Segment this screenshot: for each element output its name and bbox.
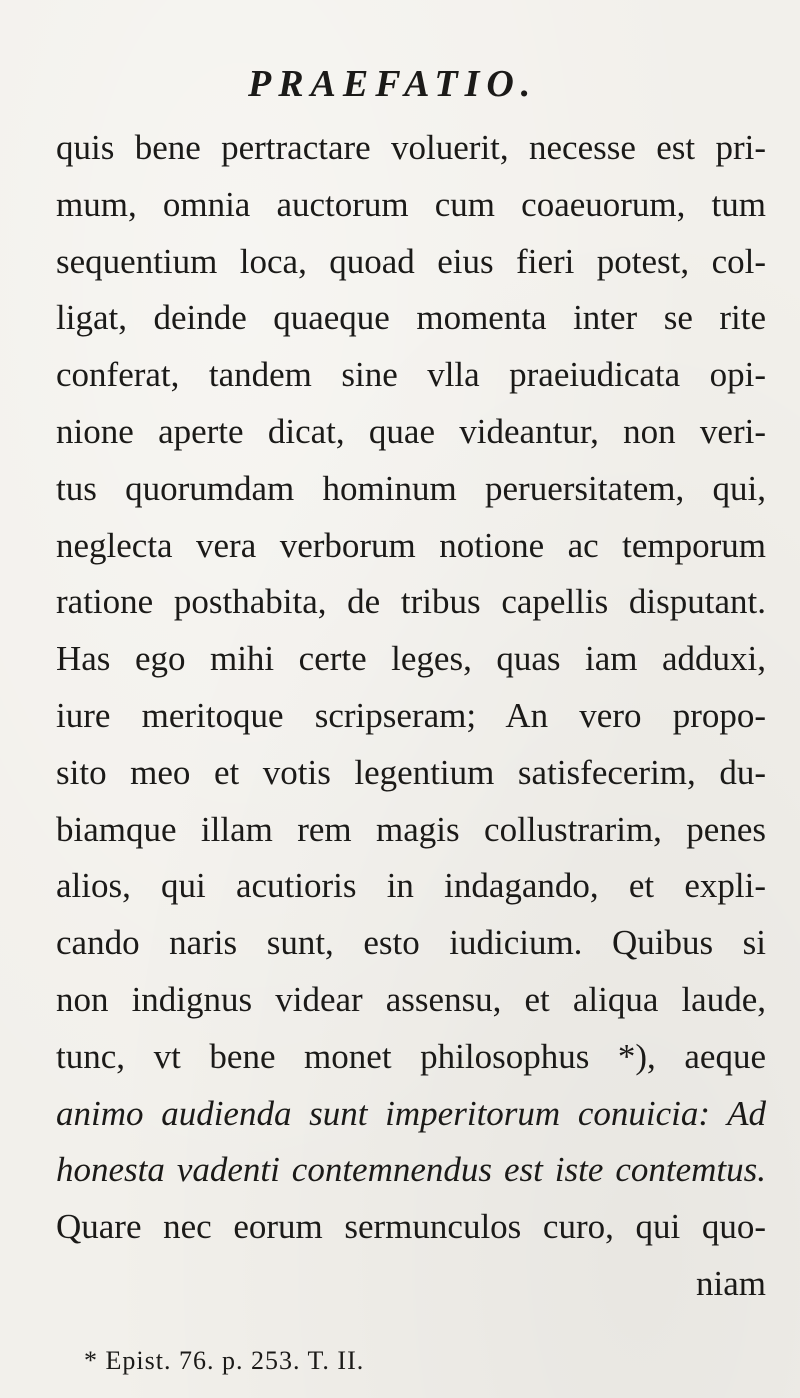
text-line: tunc, vt bene monet philosophus *), aeque [56,1036,766,1076]
text-line-italic: honesta vadenti contemnendus est iste contemtus. [56,1150,766,1190]
text-line: Has ego mihi certe leges, quas iam adduxi, [56,639,766,679]
text-line-italic: animo audienda sunt imperitorum conuicia: Ad [56,1093,766,1133]
footnote: * Epist. 76. p. 253. T. II. [84,1346,365,1375]
text-line: nione aperte dicat, quae videantur, non veri- [56,411,766,451]
text-line: mum, omnia auctorum cum coaeuorum, tum [56,184,766,224]
text-line: sito meo et votis legentium satisfecerim, du- [56,752,766,792]
text-line: Quare nec eorum sermunculos curo, qui quo- [56,1207,766,1247]
text-line: iure meritoque scripseram; An vero propo- [56,695,766,735]
text-line: sequentium loca, quoad eius fieri potest, col- [56,241,766,281]
text-line: cando naris sunt, esto iudicium. Quibus si [56,923,766,963]
text-line: neglecta vera verborum notione ac temporum [56,525,766,565]
text-line: alios, qui acutioris in indagando, et expli- [56,866,766,906]
text-line: ratione posthabita, de tribus capellis disputant. [56,582,766,622]
text-line: non indignus videar assensu, et aliqua laude, [56,979,766,1019]
body-text [56,120,766,1313]
text-line: quis bene pertractare voluerit, necesse est pri- [56,128,766,167]
catchword: niam [696,1263,766,1303]
text-line: conferat, tandem sine vlla praeiudicata opi- [56,355,766,395]
text-line: biamque illam rem magis collustrarim, penes [56,809,766,849]
running-title: PRAEFATIO. [248,63,538,105]
text-line: tus quorumdam hominum peruersitatem, qui, [56,468,766,508]
text-line: ligat, deinde quaeque momenta inter se rite [56,298,766,338]
